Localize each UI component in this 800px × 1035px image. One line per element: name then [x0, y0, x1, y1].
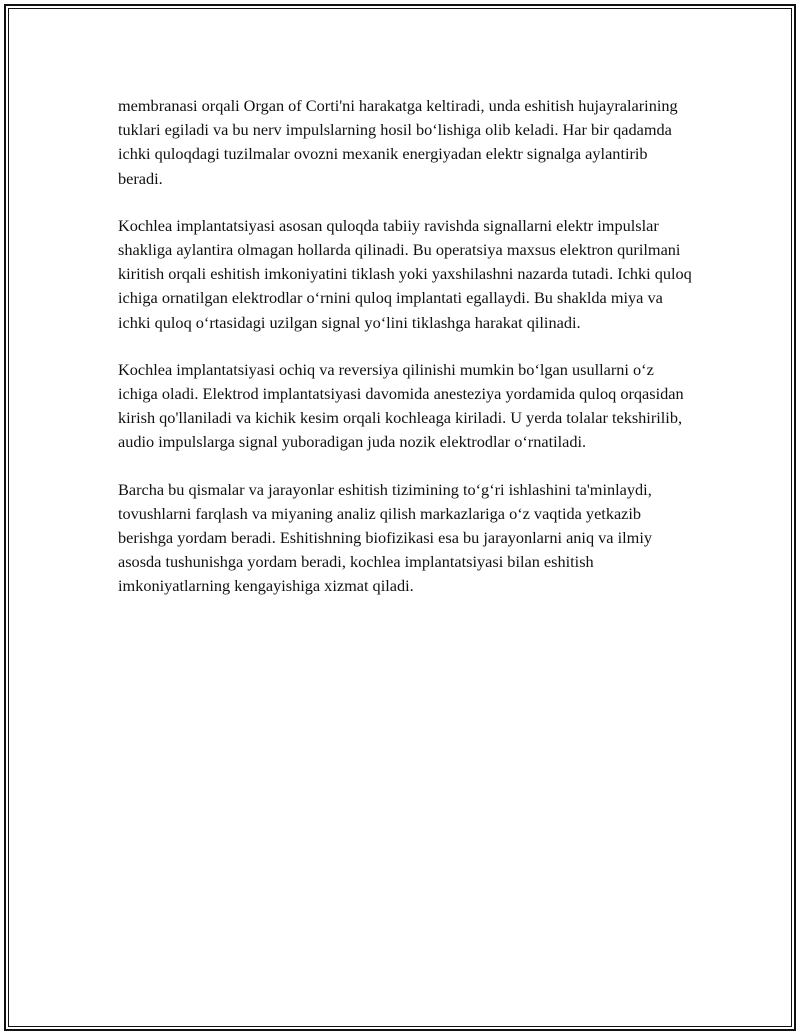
paragraph-3: Kochlea implantatsiyasi ochiq va reversiya qilinishi mumkin bo‘lgan usullarni o‘z ichiga oladi. Elektrod implantatsiyasi davomida anesteziya yordamida quloq orqasidan kirish qo'llaniladi va kichik kesim orqali kochleaga kiriladi. U yerda tolalar tekshirilib, audio impulslarga signal yuboradigan juda nozik elektrodlar o‘rnatiladi. — [118, 359, 684, 452]
paragraph-2: Kochlea implantatsiyasi asosan quloqda tabiiy ravishda signallarni elektr impulslar shakliga aylantira olmagan hollarda qilinadi. Bu operatsiya maxsus elektron qurilmani kiritish orqali eshitish imkoniyatini tiklash yoki yaxshilashni nazarda tutadi. Ichki quloq ichiga ornatilgan elektrodlar o‘rnini quloq implantati egallaydi. Bu shaklda miya va ichki quloq o‘rtasidagi uzilgan signal yo‘lini tiklashga harakat qilinadi. — [118, 215, 692, 332]
paragraph-4: Barcha bu qismalar va jarayonlar eshitish tizimining to‘g‘ri ishlashini ta'minlaydi, tovushlarni farqlash va miyaning analiz qilish markazlariga o‘z vaqtida yetkazib berishga yordam beradi. Eshitishning biofizikasi esa bu jarayonlarni aniq va ilmiy asosda tushunishga yordam beradi, kochlea implantatsiyasi bilan eshitish imkoniyatlarning kengayishiga xizmat qiladi. — [118, 479, 652, 596]
document-body — [118, 94, 693, 622]
paragraph-1: membranasi orqali Organ of Corti'ni harakatga keltiradi, unda eshitish hujayralarining tuklari egiladi va bu nerv impulslarning hosil bo‘lishiga olib keladi. Har bir qadamda ichki quloqdagi tuzilmalar ovozni mexanik energiyadan elektr signalga aylantirib beradi. — [118, 96, 678, 188]
